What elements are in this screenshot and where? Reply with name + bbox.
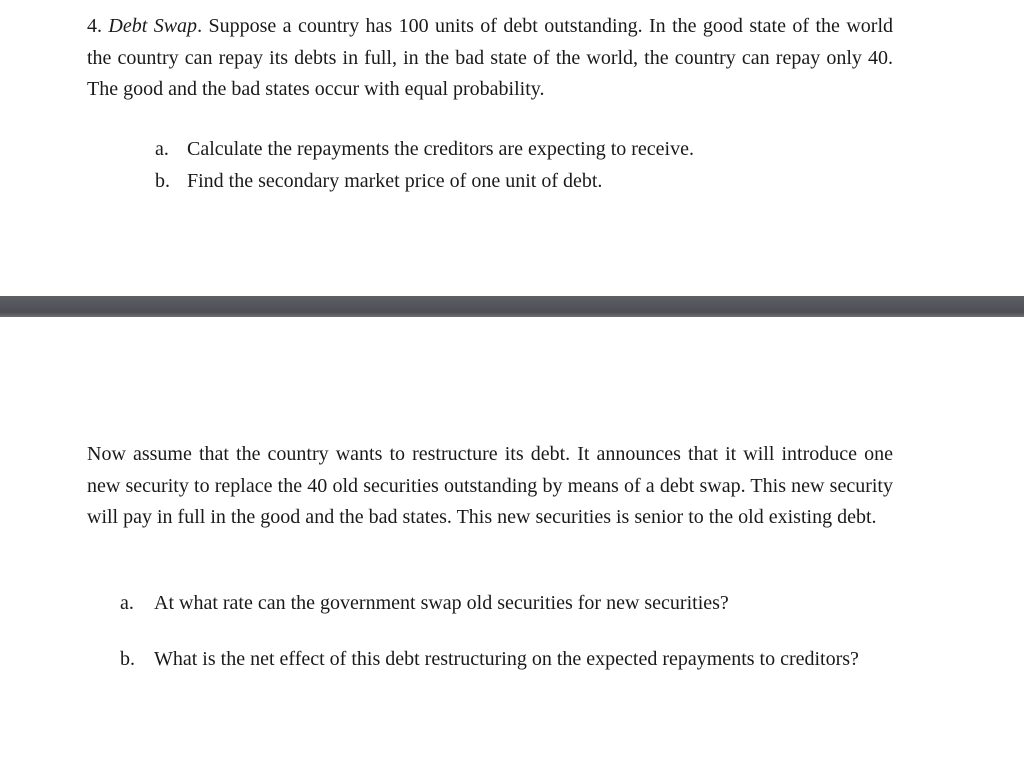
document-page-top [0, 0, 1024, 296]
restructuring-paragraph: Now assume that the country wants to restructure its debt. It announces that it will introduce one new security to replace the 40 old securities outstanding by means of a debt swap. This new security will pay in full in the good and the bad states. This new securities is senior to the old existing debt. [87, 443, 893, 528]
part-marker: b. [155, 169, 170, 192]
part-text: Find the secondary market price of one unit of debt. [187, 169, 603, 192]
restructuring-part-b [120, 645, 893, 675]
question-4-part-b [155, 166, 895, 198]
page-separator [0, 296, 1024, 317]
part-text: What is the net effect of this debt restructuring on the expected repayments to creditors? [154, 648, 859, 670]
restructuring-part-a [120, 589, 893, 619]
question-title: Debt Swap [108, 15, 198, 37]
question-4-part-a [155, 134, 895, 166]
question-4-parts [155, 134, 895, 197]
part-text: Calculate the repayments the creditors are expecting to receive. [187, 138, 694, 160]
document-page-bottom [0, 317, 1024, 768]
part-marker: b. [120, 648, 135, 670]
part-marker: a. [120, 592, 134, 614]
part-text: At what rate can the government swap old securities for new securities? [154, 592, 729, 614]
question-number: 4. [87, 15, 102, 37]
part-marker: a. [155, 138, 169, 160]
question-4-paragraph [87, 11, 893, 106]
question-intro: . Suppose a country has 100 units of debt outstanding. In the good state of the world the country can repay its debts in full, in the bad state of the world, the country can repay only 40. The good and the bad states occur with equal probability. [87, 15, 894, 100]
